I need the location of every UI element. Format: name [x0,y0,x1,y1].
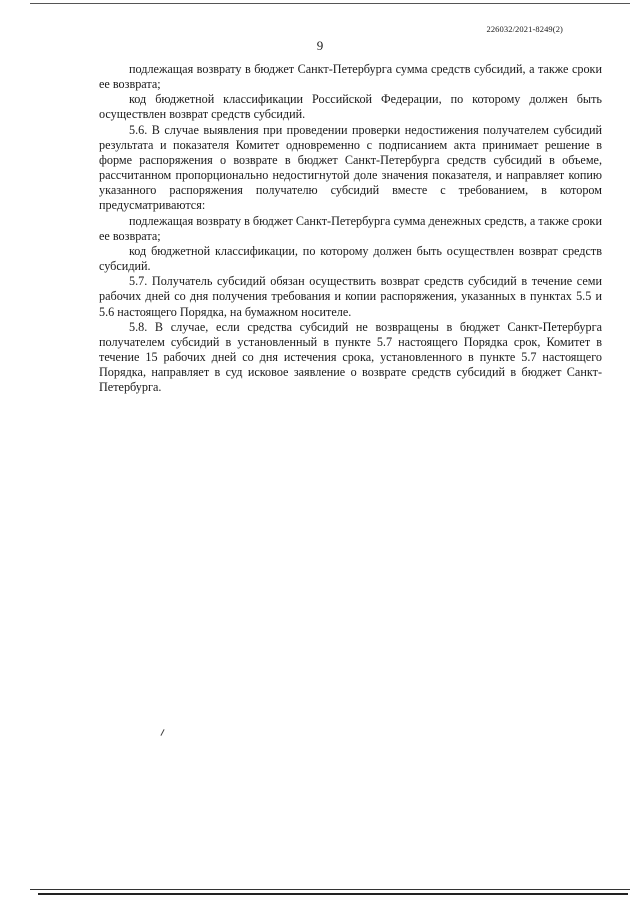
bottom-scan-edge-line [30,889,630,890]
bottom-scan-edge-line-thick [38,893,628,895]
paragraph-clause-5-6: 5.6. В случае выявления при проведении проверки недостижения получателем субсидий результата и показателя Комитет одновременно с подписанием акта принимает решение в форме распоряжения о возврате в бюджет Санкт-Петербурга средств субсидий в объеме, рассчитанном пропорционально недостигнутой доле значения показателя, и направляет копию указанного распоряжения получателю субсидий вместе с требованием, в котором предусматриваются: [99,122,602,213]
document-registration-number: 226032/2021-8249(2) [486,24,563,34]
paragraph-clause-5-7: 5.7. Получатель субсидий обязан осуществить возврат средств субсидий в течение семи рабочих дней со дня получения требования и копии распоряжения, указанных в пунктах 5.5 и 5.6 настоящего Порядка, на бумажном носителе. [99,274,602,319]
paragraph-budget-classification-code: код бюджетной классификации Российской Федерации, по которому должен быть осуществлен возврат средств субсидий. [99,92,602,122]
paragraph-clause-5-8: 5.8. В случае, если средства субсидий не возвращены в бюджет Санкт-Петербурга получателем субсидий в установленный в пункте 5.7 настоящего Порядка срок, Комитет в течение 15 рабочих дней со дня истечения срока, установленного в пункте 5.7 настоящего Порядка, направляет в суд исковое заявление о возврате средств субсидий в бюджет Санкт-Петербурга. [99,319,602,395]
stray-pen-mark [160,729,164,736]
paragraph-return-amount-cash: подлежащая возврату в бюджет Санкт-Петербурга сумма денежных средств, а также сроки ее возврата; [99,213,602,243]
paragraph-budget-classification-code-2: код бюджетной классификации, по которому должен быть осуществлен возврат средств субсидий. [99,243,602,274]
page-number: 9 [316,38,324,53]
top-scan-edge-line [30,3,630,4]
document-body [99,62,602,395]
paragraph-return-amount: подлежащая возврату в бюджет Санкт-Петербурга сумма средств субсидий, а также сроки ее возврата; [99,62,602,92]
